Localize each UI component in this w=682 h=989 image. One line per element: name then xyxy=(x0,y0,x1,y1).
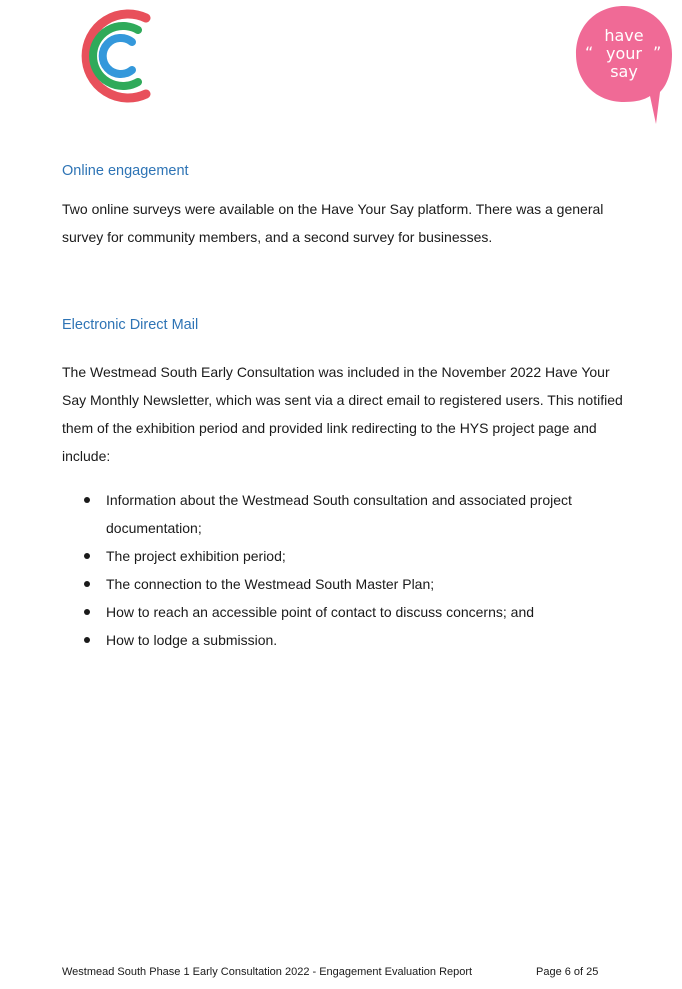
have-your-say-logo-icon xyxy=(574,4,674,128)
bullet-list xyxy=(62,486,637,654)
logo-text-say: say xyxy=(610,62,638,81)
close-quote-icon: ” xyxy=(653,43,662,62)
heading-electronic-direct-mail: Electronic Direct Mail xyxy=(62,317,199,333)
list-item xyxy=(62,598,637,626)
list-item-text: The project exhibition period; xyxy=(106,548,286,564)
list-item-text: The connection to the Westmead South Master Plan; xyxy=(106,576,435,592)
open-quote-icon: “ xyxy=(585,43,594,62)
list-item xyxy=(62,486,637,542)
list-item xyxy=(62,626,637,654)
bullet-icon xyxy=(84,609,90,615)
list-item xyxy=(62,542,637,570)
logo-text-your: your xyxy=(606,44,642,63)
bullet-icon xyxy=(84,497,90,503)
list-item-text: How to reach an accessible point of contact to discuss concerns; and xyxy=(106,604,535,620)
list-item-text: Information about the Westmead South consultation and associated project documentation; xyxy=(106,492,572,536)
heading-online-engagement: Online engagement xyxy=(62,163,189,179)
bullet-icon xyxy=(84,637,90,643)
footer-report-title: Westmead South Phase 1 Early Consultation 2022 - Engagement Evaluation Report xyxy=(62,966,473,978)
list-item xyxy=(62,570,637,598)
list-item-text: How to lodge a submission. xyxy=(106,632,278,648)
paragraph-electronic-direct-mail: The Westmead South Early Consultation was included in the November 2022 Have Your Say Monthly Newsletter, which was sent via a direct email to registered users. This notified them of the exhibition period and provided link redirecting to the HYS project page and include: xyxy=(62,364,623,464)
bullet-icon xyxy=(84,581,90,587)
council-c-logo-icon xyxy=(64,4,160,108)
logo-text-have: have xyxy=(604,26,644,45)
bullet-icon xyxy=(84,553,90,559)
paragraph-online-engagement: Two online surveys were available on the Have Your Say platform. There was a general survey for community members, and a second survey for businesses. xyxy=(62,201,604,245)
footer-page-number: Page 6 of 25 xyxy=(536,966,599,978)
